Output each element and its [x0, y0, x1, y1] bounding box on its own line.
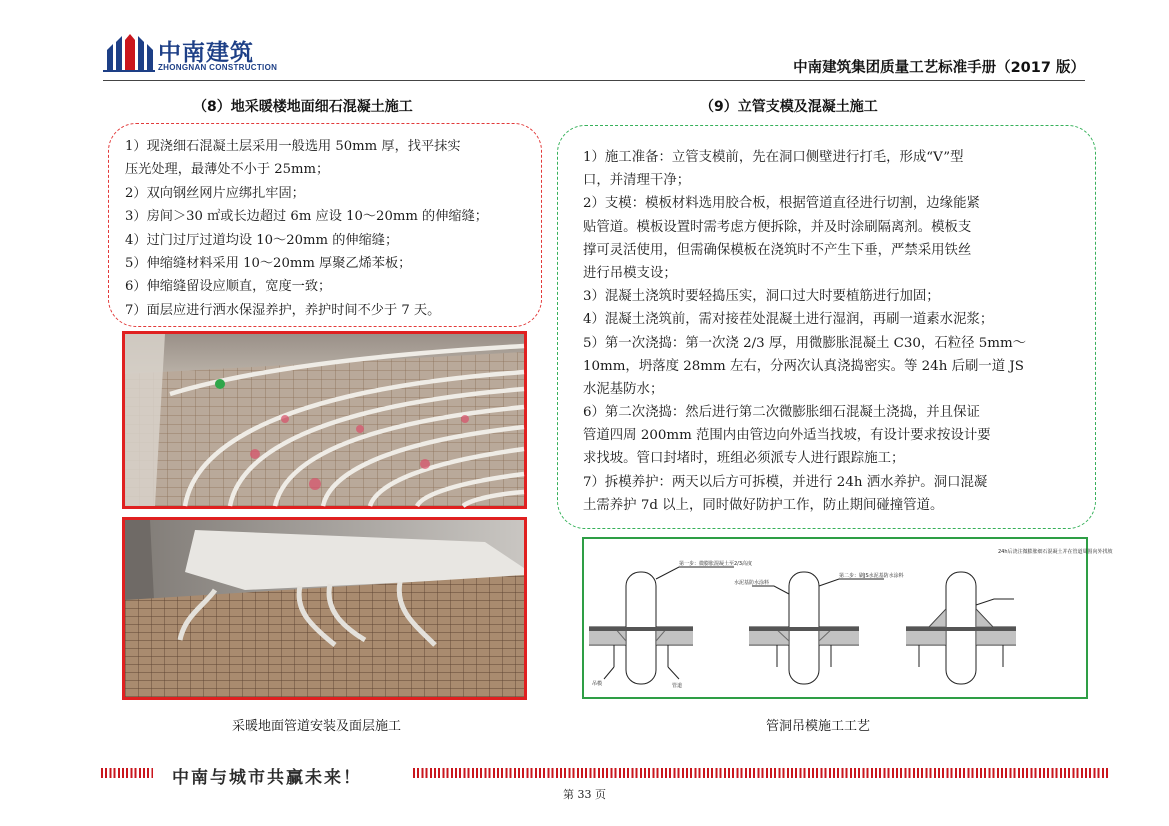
left-line: 压光处理，最薄处不小于 25mm； [125, 162, 330, 178]
right-line: 1）施工准备：立管支模前，先在洞口侧壁进行打毛，形成“V”型 [583, 150, 964, 165]
right-line: 10mm，坍落度 28mm 左右，分两次认真浇捣密实。等 24h 后刷一道 JS [583, 358, 1024, 374]
drawing-label-step1: 第一步：微膨胀混凝土至2/3高度 [679, 561, 753, 567]
company-logo-icon [103, 32, 155, 72]
drawing-label-step3: 24h后浇注微膨胀细石混凝土并在管道周围向外找坡 [998, 549, 1113, 555]
pipe-hole-mold-diagram [584, 539, 1113, 696]
logo-english-name: ZHONGNAN CONSTRUCTION [158, 63, 278, 72]
floor-surface-illustration [125, 520, 524, 697]
left-line: 6）伸缩缝留设应顺直，宽度一致； [125, 279, 332, 295]
left-line: 1）现浇细石混凝土层采用一般选用 50mm 厚，找平抹实 [125, 139, 461, 154]
right-line: 水泥基防水； [583, 381, 664, 397]
drawing-label-mold: 吊模 [592, 681, 603, 687]
left-line: 4）过门过厅过道均设 10～20mm 的伸缩缝； [125, 232, 399, 248]
floor-surface-construction-photo [122, 517, 527, 700]
right-line: 撑可灵活使用，但需确保模板在浇筑时不产生下垂，严禁采用铁丝 [583, 242, 972, 258]
drawing-label-step2: 第二步：刷JS水泥基防水涂料 [839, 573, 904, 579]
header-divider [103, 80, 1085, 81]
right-line: 3）混凝土浇筑时要轻捣压实，洞口过大时要植筋进行加固； [583, 289, 940, 305]
drawing-label-pipe: 管道 [672, 683, 683, 689]
left-line: 7）面层应进行洒水保湿养护，养护时间不少于 7 天。 [125, 302, 441, 318]
left-line: 3）房间＞30 ㎡或长边超过 6m 应设 10～20mm 的伸缩缝； [125, 209, 488, 225]
logo-chinese-name: 中南建筑 [158, 40, 254, 66]
right-line: 5）第一次浇捣：第一次浇 2/3 厚，用微膨胀混凝土 C30，石粒径 5mm～ [583, 335, 1027, 351]
right-image-caption: 管洞吊模施工工艺 [766, 719, 871, 734]
right-line: 进行吊模支设； [583, 265, 677, 281]
left-line: 2）双向钢丝网片应绑扎牢固； [125, 185, 305, 201]
right-line: 2）支模：模板材料选用胶合板，根据管道直径进行切割，边缘能紧 [583, 196, 980, 212]
pipe-hole-mold-drawing [582, 537, 1113, 699]
right-line: 4）混凝土浇筑前，需对接茬处混凝土进行湿润，再刷一道素水泥浆； [583, 312, 994, 328]
right-text-lines [583, 146, 1026, 517]
floor-heating-pipes-illustration [125, 334, 524, 506]
right-line: 土需养护 7d 以上，同时做好防护工作，防止期间碰撞管道。 [583, 497, 944, 513]
right-line: 口，并清理干净； [583, 173, 691, 189]
right-line: 6）第二次浇捣：然后进行第二次微膨胀细石混凝土浇捣，并且保证 [583, 405, 980, 421]
page-number: 第 33 页 [563, 788, 606, 801]
left-line: 5）伸缩缝材料采用 10～20mm 厚聚乙烯苯板； [125, 255, 412, 271]
left-section-title: （8）地采暖楼地面细石混凝土施工 [193, 99, 413, 115]
footer-stripe-right [413, 768, 1110, 778]
drawing-label-waterproof: 水泥基防水涂料 [734, 580, 770, 586]
right-line: 求找坡。管口封堵时，班组必须派专人进行跟踪施工； [583, 451, 905, 467]
right-line: 管道四周 200mm 范围内由管边向外适当找坡，有设计要求按设计要 [583, 428, 991, 444]
manual-title: 中南建筑集团质量工艺标准手册（2017 版） [793, 60, 1085, 76]
footer-slogan: 中南与城市共赢未来！ [172, 768, 362, 788]
right-section-title: （9）立管支模及混凝土施工 [700, 99, 878, 115]
right-line: 贴管道。模板设置时需考虑方便拆除，并及时涂刷隔离剂。模板支 [583, 219, 972, 235]
right-line: 7）拆模养护：两天以后方可拆模，并进行 24h 洒水养护。洞口混凝 [583, 474, 988, 490]
footer-stripe-left [101, 768, 153, 778]
left-text-lines [125, 135, 488, 322]
left-image-caption: 采暖地面管道安装及面层施工 [232, 719, 402, 734]
floor-heating-pipes-photo [122, 331, 527, 509]
